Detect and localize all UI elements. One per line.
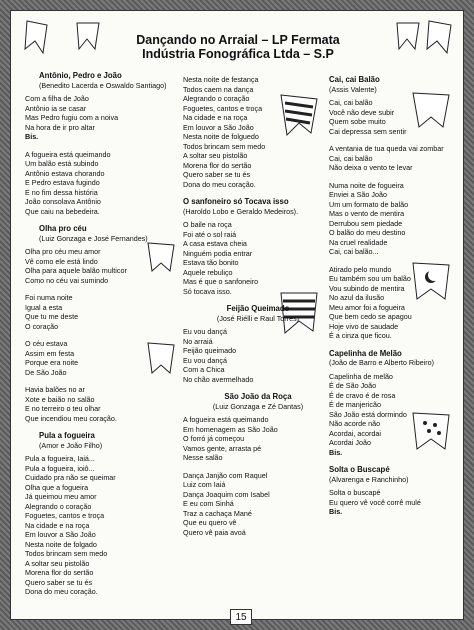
lyric-line: Que bem cedo se apagou	[329, 312, 412, 321]
lyric-line: O baile na roça	[183, 220, 232, 229]
lyric-line: A soltar seu pistolão	[25, 558, 90, 568]
lyric-line: Ninguém podia entrar	[183, 248, 253, 258]
lyric-line: Acordai João	[329, 438, 371, 447]
stanza	[183, 220, 333, 296]
lyric-line: Na cidade e na roça	[183, 113, 248, 122]
lyric-line: Assim em festa	[25, 348, 75, 358]
song-title: Feijão Queimado	[226, 304, 290, 313]
lyric-line: E no terreiro o teu olhar	[25, 404, 101, 413]
lyric-line: Mas é que o sanfoneiro	[183, 277, 259, 286]
lyric-line: Todos caem na dança	[183, 84, 254, 94]
column-middle	[183, 75, 333, 545]
lyric-line: Um balão está subindo	[25, 159, 99, 168]
stanza	[183, 327, 333, 384]
song-author: (José Riélli e Raul Torres)	[216, 313, 300, 323]
lyric-line: São João está dormindo	[329, 409, 407, 419]
lyric-line: A fogueira está queimando	[25, 149, 111, 159]
lyric-line: Antônio estava chorando	[25, 168, 105, 178]
lyric-line: Com a filha de João	[25, 94, 89, 103]
lyric-line: Estava tão bonito	[183, 258, 239, 267]
stanza	[25, 247, 175, 285]
lyric-line: Dona do meu coração.	[25, 587, 98, 596]
lyric-line: Não deixa o vento te levar	[329, 163, 413, 172]
lyric-line: Pula a fogueira, ioiô...	[25, 463, 95, 473]
song-solta-o-buscape	[329, 465, 449, 517]
lyric-line: Traz a cachaça Mané	[183, 508, 252, 518]
lyric-line: Bis.	[329, 507, 343, 516]
song-continuation	[183, 75, 333, 189]
lyric-line: Eu vou dançá	[183, 327, 227, 336]
lyric-line: Nesta noite de folgado	[25, 539, 97, 549]
lyric-line: Como no céu vai sumindo	[25, 275, 109, 285]
stanza	[329, 372, 449, 458]
lyric-line: Pula a fogueira, Iaiá...	[25, 454, 95, 463]
lyric-line: A ventania de tua queda vai zombar	[329, 144, 444, 153]
lyric-line: Em homenagem as São João	[183, 424, 278, 434]
lyric-line: A casa estava cheia	[183, 239, 247, 248]
song-sao-joao-da-roca	[183, 392, 333, 537]
lyric-line: Foi até o sol raiá	[183, 229, 237, 239]
lyric-line: Nesta noite de festança	[183, 75, 259, 84]
lyric-line: Alegrando o coração	[183, 94, 250, 103]
lyric-line: Derrubou sem piedade	[329, 218, 403, 228]
stanza	[25, 150, 175, 217]
lyric-line: Morena flor do sertão	[183, 160, 252, 170]
page-number: 15	[230, 609, 252, 625]
lyric-line: Antônio ia se casar	[25, 103, 87, 113]
lyric-line: Vou subindo de mentira	[329, 283, 405, 293]
lyric-line: Dona do meu coração.	[183, 179, 256, 189]
stanza	[183, 415, 333, 463]
lyric-line: Foguetes, cantos e troça	[25, 511, 105, 520]
lyric-line: Que eu quero vê	[183, 518, 237, 527]
lyric-line: Dança Janjão com Raquel	[183, 470, 268, 480]
lyric-line: O céu estava	[25, 339, 68, 348]
lyric-line: Olha que a fogueira	[25, 482, 89, 492]
lyric-line: Cai, cai balão	[329, 98, 373, 107]
stanza	[183, 75, 333, 189]
song-title: Capelinha de Melão	[329, 348, 402, 358]
lyric-line: Numa noite de fogueira	[329, 180, 404, 190]
lyric-line: Morena flor do sertão	[25, 568, 94, 577]
song-feijao-queimado	[183, 304, 333, 384]
lyric-line: É a cinza que ficou.	[329, 331, 392, 340]
page-title	[11, 33, 465, 61]
lyric-line: Quero saber se tu és	[25, 577, 93, 587]
lyric-line: E Pedro estava fugindo	[25, 178, 100, 187]
lyric-line: Em louvor a São João	[183, 122, 254, 132]
lyric-line: No arraiá	[183, 336, 213, 346]
lyric-line: De São João	[25, 367, 67, 377]
lyric-line: Solta o buscapé	[329, 488, 381, 497]
stanza	[25, 454, 175, 597]
song-sheet	[10, 10, 464, 623]
stanza	[329, 144, 449, 173]
song-title: São João da Roça	[224, 392, 292, 401]
lyric-line: Atirado pelo mundo	[329, 264, 392, 274]
song-title: Pula a fogueira	[39, 431, 95, 440]
song-cai-cai-balao	[329, 75, 449, 341]
lyric-line: Aquele rebuliço	[183, 267, 233, 277]
song-capelinha-de-melao	[329, 349, 449, 458]
lyric-line: A fogueira está queimando	[183, 415, 269, 424]
column-left	[25, 71, 175, 605]
lyric-line: Já queimou meu amor	[25, 492, 97, 501]
lyric-line: Com a Chica	[183, 365, 225, 374]
song-pula-a-fogueira	[25, 431, 175, 597]
lyric-line: Xote e baião no salão	[25, 394, 95, 404]
lyric-line: Vê como ele está lindo	[25, 256, 98, 266]
lyric-line: No chão avermelhado	[183, 374, 254, 384]
lyric-line: Bis.	[25, 132, 39, 141]
stanza	[25, 385, 175, 423]
column-right	[329, 75, 449, 525]
lyric-line: Bis.	[329, 447, 343, 457]
song-title: Olha pro céu	[39, 224, 87, 233]
title-line-2: Indústria Fonográfica Ltda – S.P	[142, 47, 334, 61]
lyric-line: Enviei a São João	[329, 190, 387, 199]
lyric-line: No azul da ilusão	[329, 293, 385, 302]
lyric-line: É de São João	[329, 381, 377, 390]
lyric-line: Cai depressa sem sentir	[329, 126, 407, 136]
lyric-line: Nesse salão	[183, 453, 223, 462]
lyric-line: Luiz com Iaiá	[183, 480, 226, 489]
lyric-line: Um um formato de balão	[329, 199, 409, 209]
lyric-line: Feijão queimado	[183, 346, 237, 355]
lyric-line: Mas o vento de mentira	[329, 209, 405, 218]
lyric-line: Não acorde não	[329, 419, 381, 428]
lyric-line: Foguetes, cantos e troça	[183, 103, 263, 113]
stanza	[329, 181, 449, 257]
stanza	[183, 471, 333, 538]
lyric-line: O balão do meu destino	[329, 228, 406, 237]
lyric-line: Na cidade e na roça	[25, 520, 90, 530]
stanza	[25, 339, 175, 377]
lyric-line: Todos brincam sem medo	[183, 141, 266, 151]
lyric-line: Que tu me deste	[25, 312, 79, 321]
lyric-line: Todos brincam sem medo	[25, 549, 108, 558]
stanza	[329, 488, 449, 517]
stanza	[329, 265, 449, 341]
lyric-line: Porque era noite	[25, 358, 79, 367]
lyric-line: Na hora de ir pro altar	[25, 122, 95, 132]
song-title: Solta o Buscapé	[329, 465, 390, 474]
lyric-line: Igual a esta	[25, 302, 63, 312]
stanza	[329, 98, 449, 136]
lyric-line: Eu também sou um balão	[329, 274, 411, 283]
lyric-line: Mas Pedro fugiu com a noiva	[25, 113, 119, 122]
song-o-sanfoneiro	[183, 197, 333, 296]
stanza	[25, 293, 175, 331]
lyric-line: João consolava Antônio	[25, 197, 101, 206]
lyric-line: Dança Joaquim com Isabel	[183, 489, 270, 499]
lyric-line: É de cravo é de rosa	[329, 390, 396, 400]
lyric-line: É de manjericão	[329, 400, 381, 409]
lyric-line: Quero vê paia avoá	[183, 527, 246, 537]
lyric-line: Foi numa noite	[25, 293, 73, 302]
song-author: (Haroldo Lobo e Geraldo Medeiros).	[183, 206, 299, 216]
lyric-line: E no fim dessa história	[25, 187, 98, 197]
song-antonio-pedro-joao	[25, 71, 175, 216]
song-author: (Benedito Lacerda e Oswaldo Santiago)	[39, 80, 167, 90]
lyric-line: Nesta noite de folguedo	[183, 132, 259, 141]
song-title: Antônio, Pedro e João	[39, 71, 122, 80]
lyric-line: O coração	[25, 321, 59, 331]
song-author: (Amor e João Filho)	[39, 440, 103, 450]
lyric-line: Eu quero vê você corrê mulé	[329, 497, 421, 507]
lyric-line: Capelinha de melão	[329, 371, 393, 381]
stanza	[25, 94, 175, 142]
lyric-line: Quem sobe muito	[329, 117, 386, 126]
lyric-line: E eu com Sinhá	[183, 499, 234, 508]
lyric-line: Só tocava isso.	[183, 286, 232, 296]
title-line-1: Dançando no Arraial – LP Fermata	[136, 33, 340, 47]
song-author: (Luiz Gonzaga e Zé Dantas)	[212, 401, 304, 411]
lyric-line: Cuidado pra não se queimar	[25, 473, 116, 482]
lyric-line: Vamos gente, arrasta pé	[183, 443, 262, 453]
lyric-line: Você não deve subir	[329, 107, 395, 117]
lyric-line: Olha para aquele balão multicor	[25, 266, 127, 275]
lyric-line: Cai, cai balão	[329, 153, 373, 163]
lyric-line: Em louvor a São João	[25, 530, 96, 539]
song-author: (Luiz Gonzaga e José Fernandes)	[39, 233, 148, 243]
lyric-line: Acordai, acordai	[329, 428, 381, 438]
lyric-line: Meu amor foi a fogueira	[329, 302, 405, 312]
lyric-line: A soltar seu pistolão	[183, 151, 248, 160]
lyric-line: Alegrando o coração	[25, 501, 92, 511]
song-author: (João de Barro e Alberto Ribeiro)	[329, 358, 435, 367]
lyric-line: Eu vou dançá	[183, 355, 227, 365]
lyric-line: Cai, cai balão...	[329, 247, 379, 256]
lyric-line: Na cruel realidade	[329, 237, 388, 247]
song-title: Cai, cai Balão	[329, 75, 380, 84]
lyric-line: Olha pro céu meu amor	[25, 247, 101, 256]
lyric-line: O forró já começou	[183, 434, 245, 443]
lyric-line: Que caiu na bebedeira.	[25, 206, 100, 216]
lyric-line: Quero saber se tu és	[183, 170, 251, 179]
song-olha-pro-ceu	[25, 224, 175, 423]
lyric-line: Havia balões no ar	[25, 385, 85, 394]
song-title: O sanfoneiro só Tocava isso	[183, 197, 289, 206]
song-author: (Assis Valente)	[329, 84, 377, 94]
lyric-line: Hoje vivo de saudade	[329, 321, 399, 331]
lyric-line: Que incendiou meu coração.	[25, 413, 117, 423]
song-author: (Alvarenga e Ranchinho)	[329, 474, 409, 484]
